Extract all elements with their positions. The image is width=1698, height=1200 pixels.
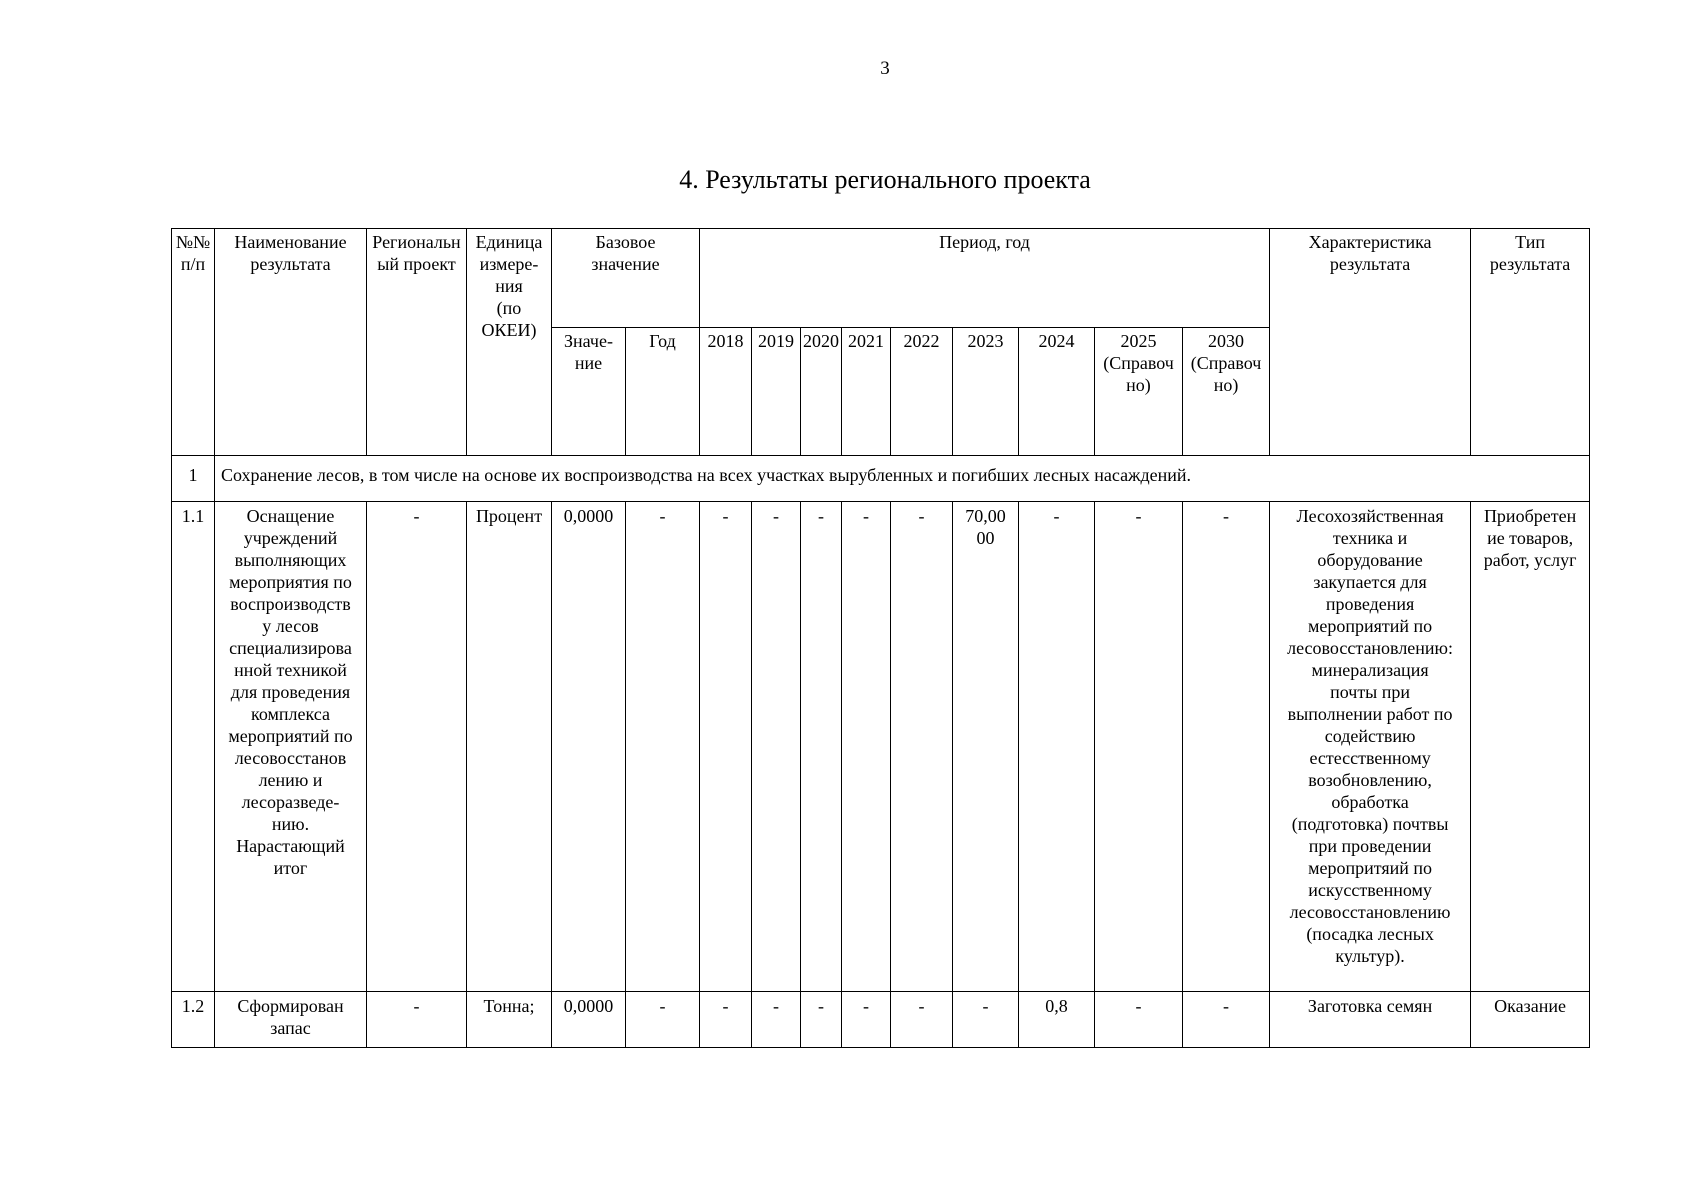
header-period: Период, год — [700, 229, 1270, 328]
row-base-year: - — [626, 992, 700, 1048]
row-type: Приобретен ие товаров, работ, услуг — [1471, 502, 1590, 992]
table-header-row — [172, 229, 1590, 328]
header-name: Наименование результата — [215, 229, 367, 456]
row-base-value: 0,0000 — [552, 502, 626, 992]
header-year-2023: 2023 — [953, 328, 1019, 456]
header-base-value-year: Год — [626, 328, 700, 456]
row-year-2021: - — [842, 502, 891, 992]
table-section-row — [172, 456, 1590, 502]
row-year-2019: - — [752, 992, 801, 1048]
row-num: 1.2 — [172, 992, 215, 1048]
header-year-2018: 2018 — [700, 328, 752, 456]
header-num: №№ п/п — [172, 229, 215, 456]
header-unit: Единица измере- ния (по ОКЕИ) — [467, 229, 552, 456]
row-base-year: - — [626, 502, 700, 992]
section-title: Сохранение лесов, в том числе на основе их воспроизводства на всех участках вырубленных и погибших лесных насаждений. — [215, 456, 1590, 502]
section-num: 1 — [172, 456, 215, 502]
header-year-2030: 2030 (Справоч но) — [1183, 328, 1270, 456]
header-base-value: Базовое значение — [552, 229, 700, 328]
row-characteristic: Лесохозяйственная техника и оборудование закупается для проведения мероприятий по лесовосстановлению: минерализация почты при выполнении работ по содействию естесственному возобновлению, обработка (подготовка) почтвы при проведении меропритяий по искусственному лесовосстановлению (посадка лесных культур). — [1270, 502, 1471, 992]
row-year-2022: - — [891, 992, 953, 1048]
row-characteristic: Заготовка семян — [1270, 992, 1471, 1048]
row-year-2019: - — [752, 502, 801, 992]
row-year-2024: 0,8 — [1019, 992, 1095, 1048]
row-regional-project: - — [367, 992, 467, 1048]
row-base-value: 0,0000 — [552, 992, 626, 1048]
header-year-2021: 2021 — [842, 328, 891, 456]
row-year-2023: - — [953, 992, 1019, 1048]
row-unit: Процент — [467, 502, 552, 992]
page-number: 3 — [880, 58, 890, 79]
row-year-2025: - — [1095, 992, 1183, 1048]
row-year-2025: - — [1095, 502, 1183, 992]
header-year-2019: 2019 — [752, 328, 801, 456]
row-year-2024: - — [1019, 502, 1095, 992]
table-row — [172, 502, 1590, 992]
table-row — [172, 992, 1590, 1048]
row-year-2030: - — [1183, 502, 1270, 992]
header-type: Тип результата — [1471, 229, 1590, 456]
header-regional-project: Региональн ый проект — [367, 229, 467, 456]
header-year-2020: 2020 — [801, 328, 842, 456]
header-characteristic: Характеристика результата — [1270, 229, 1471, 456]
row-year-2022: - — [891, 502, 953, 992]
row-year-2023: 70,00 00 — [953, 502, 1019, 992]
row-year-2021: - — [842, 992, 891, 1048]
row-unit: Тонна; — [467, 992, 552, 1048]
header-year-2022: 2022 — [891, 328, 953, 456]
header-year-2025: 2025 (Справоч но) — [1095, 328, 1183, 456]
row-year-2018: - — [700, 992, 752, 1048]
row-year-2020: - — [801, 502, 842, 992]
row-year-2030: - — [1183, 992, 1270, 1048]
row-year-2020: - — [801, 992, 842, 1048]
results-table — [171, 228, 1590, 1048]
row-name: Сформирован запас — [215, 992, 367, 1048]
header-year-2024: 2024 — [1019, 328, 1095, 456]
row-num: 1.1 — [172, 502, 215, 992]
row-name: Оснащение учреждений выполняющих мероприятия по воспроизводств у лесов специализирова нной техникой для проведения комплекса мероприятий по лесовосстанов лению и лесоразведе- нию. Нарастающий итог — [215, 502, 367, 992]
row-type: Оказание — [1471, 992, 1590, 1048]
header-base-value-value: Значе- ние — [552, 328, 626, 456]
row-year-2018: - — [700, 502, 752, 992]
row-regional-project: - — [367, 502, 467, 992]
page-title: 4. Результаты регионального проекта — [679, 165, 1091, 194]
